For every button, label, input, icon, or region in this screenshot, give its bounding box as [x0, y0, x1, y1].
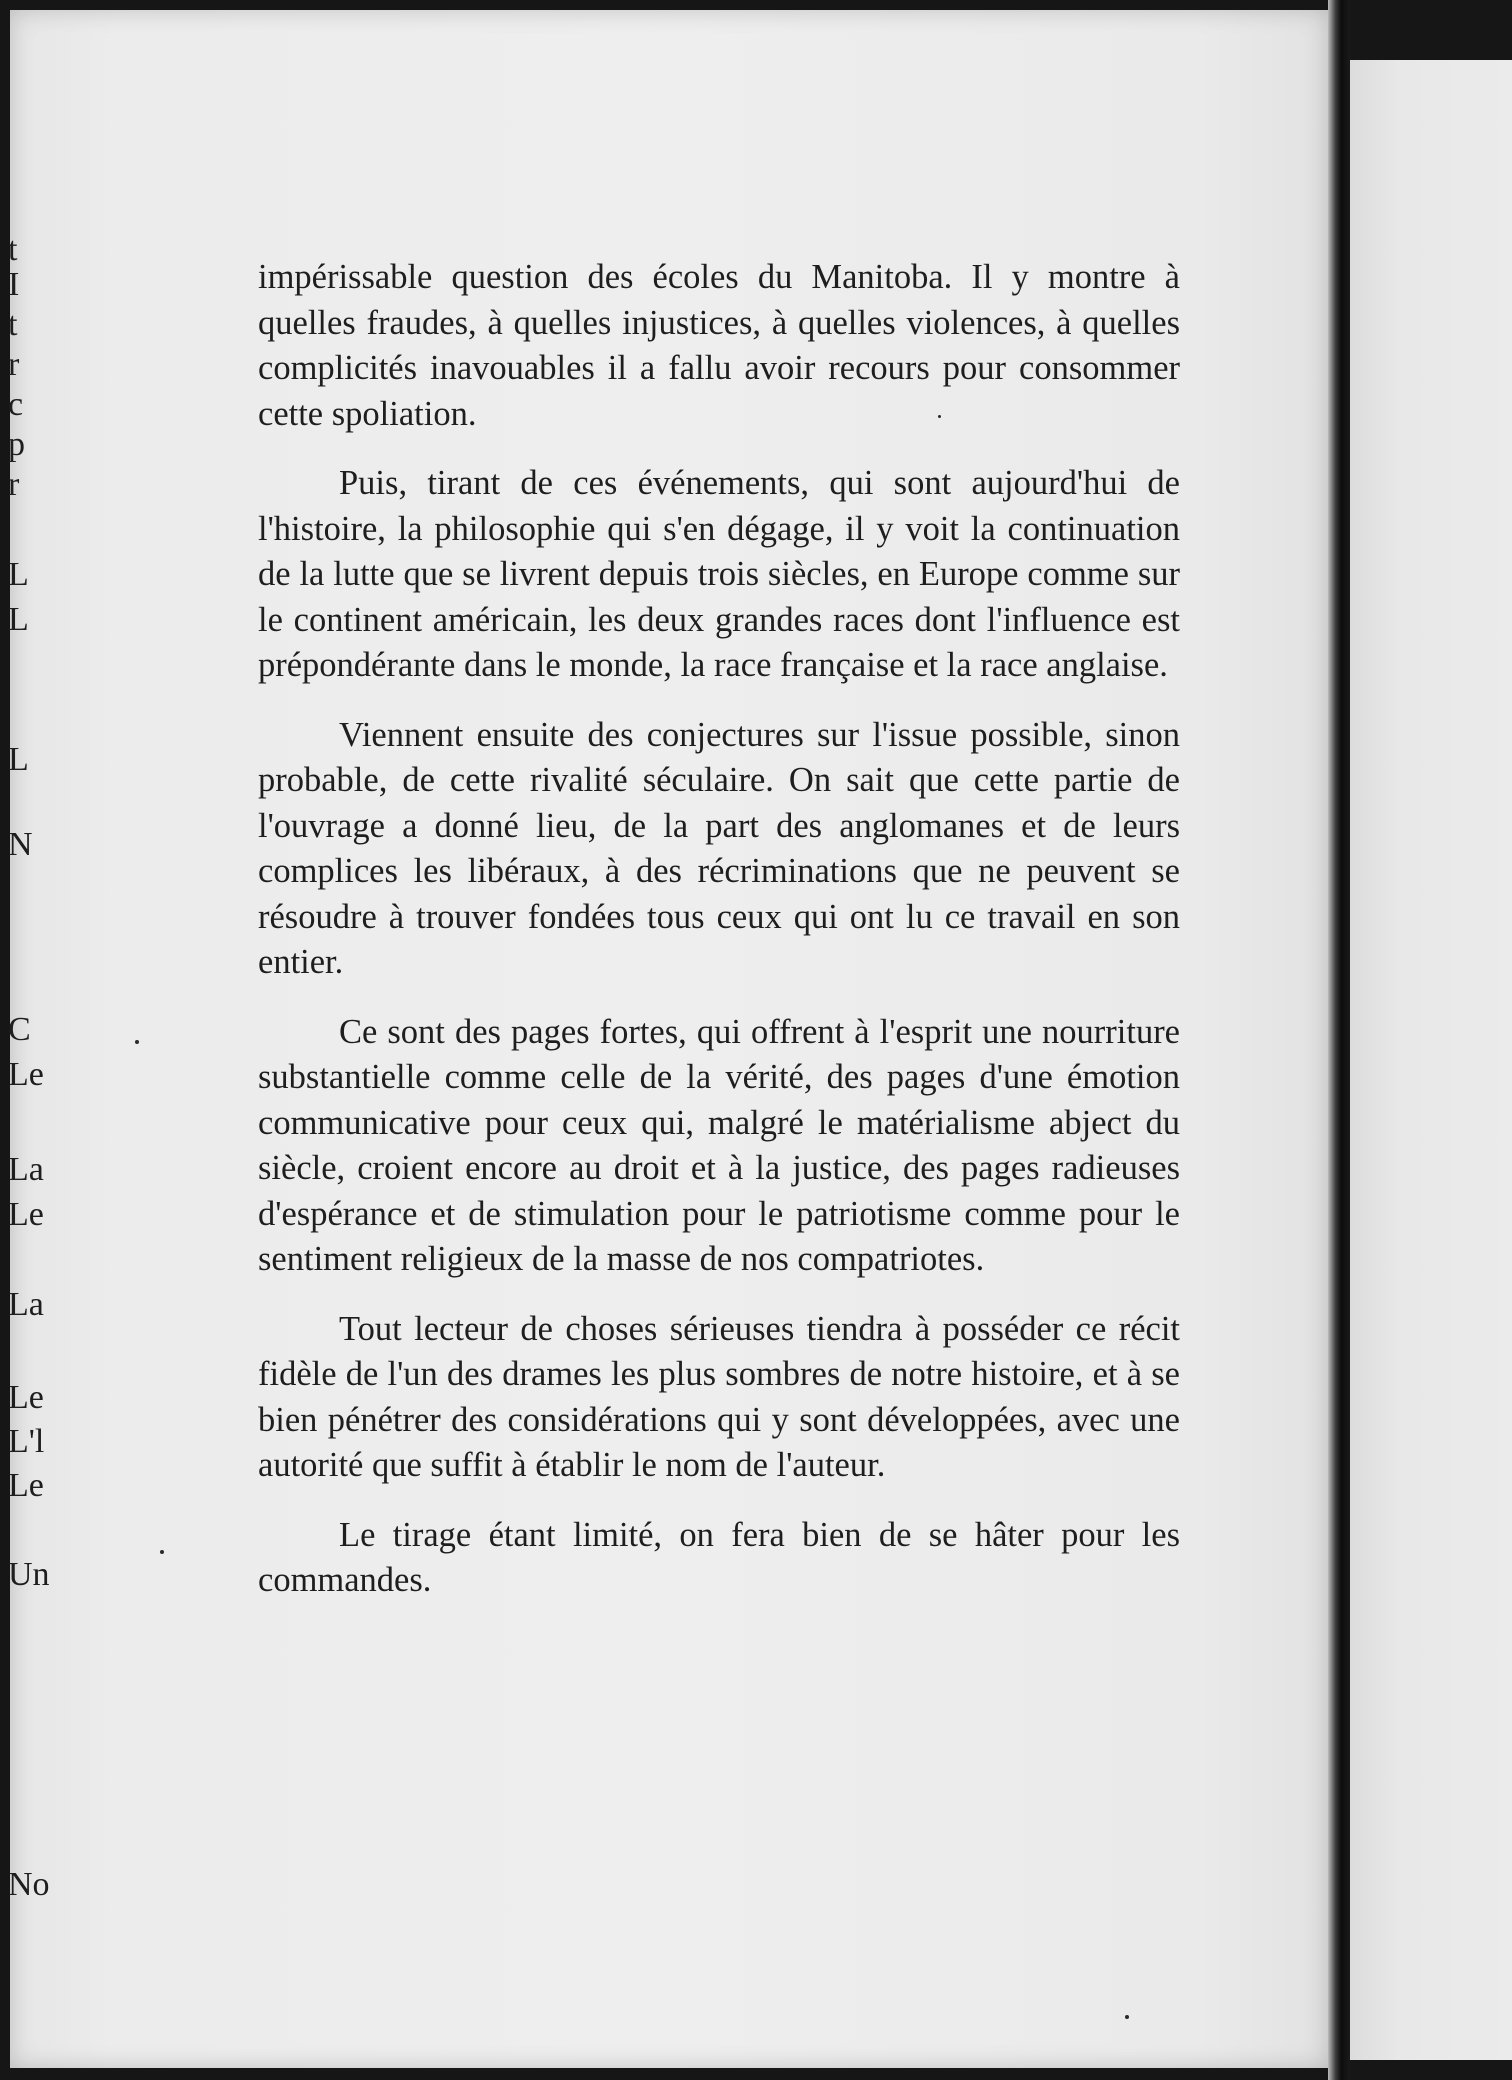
right-page-fragment: c [8, 386, 24, 423]
right-page-fragment: Le [8, 1379, 44, 1416]
right-page-fragment: Le [8, 1467, 44, 1504]
left-page [10, 10, 1328, 2068]
right-page-fragment: C [8, 1011, 31, 1048]
right-page-fragment: Un [8, 1556, 50, 1593]
right-page-fragment: r [8, 466, 20, 503]
right-page-fragment: r [8, 346, 20, 383]
book-gutter [1328, 0, 1350, 2080]
scan-speck [160, 1550, 164, 1554]
paragraph: Tout lecteur de choses sérieuses tiendra à posséder ce récit fidèle de l'un des drames les plus sombres de notre histoire, et à se bien pénétrer des considérations qui y sont développées, avec une autorité que suffit à établir le nom de l'auteur. [258, 1309, 1180, 1484]
right-page-fragment: L [8, 601, 29, 638]
right-page-fragment: Le [8, 1056, 44, 1093]
paragraph: Le tirage étant limité, on fera bien de se hâter pour les commandes. [258, 1515, 1180, 1599]
right-page-fragment: Le [8, 1196, 44, 1233]
paragraph: Viennent ensuite des conjectures sur l'issue possible, sinon probable, de cette rivalité séculaire. On sait que cette partie de l'ouvrage a donné lieu, de la part des anglomanes et de leurs complices les libéraux, à des récriminations que ne peuvent se résoudre à trouver fondées tous ceux qui ont lu ce travail en son entier. [258, 715, 1180, 981]
right-page-fragment: p [8, 426, 25, 463]
paragraph: Ce sont des pages fortes, qui offrent à l'esprit une nourriture substantielle comme celle de la vérité, des pages d'une émotion communicative pour ceux qui, malgré le matérialisme abject du siècle, croient encore au droit et à la justice, des pages radieuses d'espérance et de stimulation pour le patriotisme comme pour le sentiment religieux de la masse de nos compatriotes. [258, 1012, 1180, 1278]
right-page-fragment: No [8, 1866, 50, 1903]
right-page-fragment: L [8, 741, 29, 778]
right-page-fragment: N [8, 826, 33, 863]
paragraph: Puis, tirant de ces événements, qui sont aujourd'hui de l'histoire, la philosophie qui s'en dégage, il y voit la continuation de la lutte que se livrent depuis trois siècles, en Europe comme sur le continent américain, les deux grandes races dont l'influence est prépondérante dans le monde, la race française et la race anglaise. [258, 464, 1180, 684]
right-page-fragment: I [8, 266, 20, 303]
body-text [258, 255, 1180, 1604]
right-page-fragment: t [8, 231, 18, 268]
scan-speck [1125, 2015, 1129, 2019]
scan-speck [135, 1040, 139, 1044]
right-page-fragment: L'l [8, 1423, 45, 1460]
right-page-fragment: t [8, 306, 18, 343]
right-page-fragment: La [8, 1286, 44, 1323]
right-page-fragment: La [8, 1151, 44, 1188]
right-page-fragment: L [8, 556, 29, 593]
paragraph: impérissable question des écoles du Manitoba. Il y montre à quelles fraudes, à quelles injustices, à quelles violences, à quelles complicités inavouables il a fallu avoir recours pour consommer cette spoliation. [258, 258, 1180, 433]
